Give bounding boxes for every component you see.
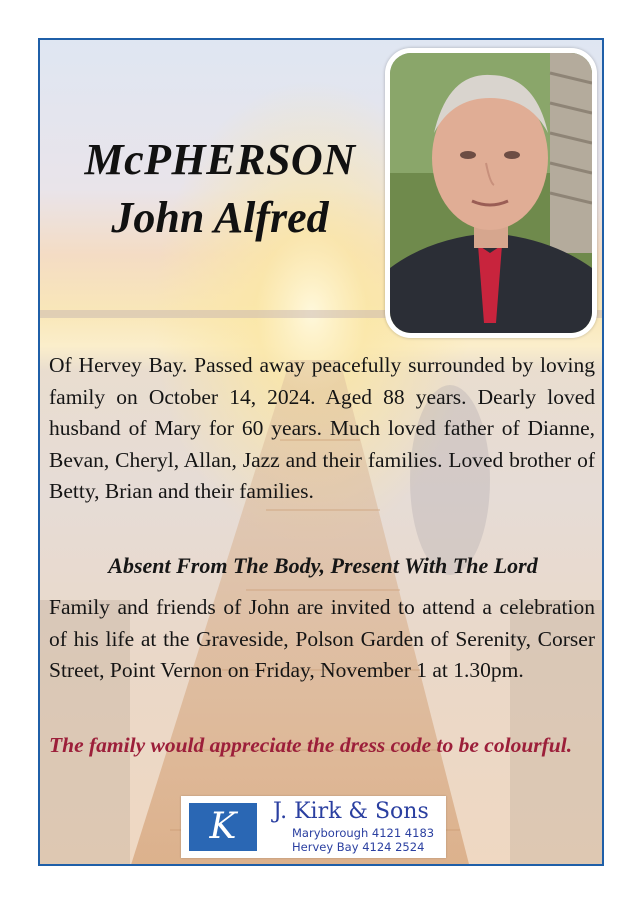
contact-maryborough: Maryborough 4121 4183 [292,826,435,840]
portrait-photo [385,48,597,338]
dress-code-note: The family would appreciate the dress code to be colourful. [49,733,573,757]
obituary-notice [38,38,604,866]
surname-heading: McPHERSON [84,135,356,184]
funeral-director-name: J. Kirk & Sons [273,799,429,824]
service-details-paragraph: Family and friends of John are invited to attend a celebration of his life at the Graveside, Polson Garden of Serenity, Corser Street, Point Vernon on Friday, November 1 at 1.30pm. [49,595,595,682]
k-monogram-icon: K [189,803,257,851]
funeral-director-logo [181,796,446,858]
contact-hervey-bay: Hervey Bay 4124 2524 [292,840,425,854]
obituary-paragraph: Of Hervey Bay. Passed away peacefully surrounded by loving family on October 14, 2024. Aged 88 years. Dearly loved husband of Mary for 60 years. Much loved father of Dianne, Bevan, Cheryl, Allan, Jazz and their families. Loved brother of Betty, Brian and their families. [49,353,595,503]
verse-line: Absent From The Body, Present With The Lord [108,553,538,578]
given-names-heading: John Alfred [111,193,329,242]
portrait-image [390,53,592,333]
